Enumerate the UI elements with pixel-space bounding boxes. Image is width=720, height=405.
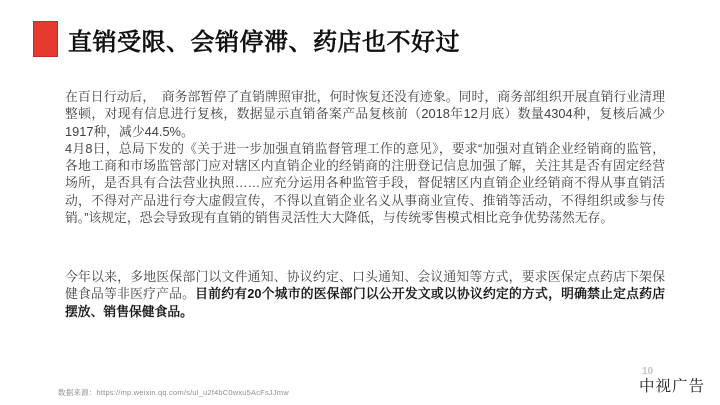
brand-logo-text: 中视广告 [639, 378, 706, 395]
paragraph-pharmacy-restriction [65, 268, 665, 320]
page-title: 直销受限、会销停滞、药店也不好过 [68, 28, 460, 56]
brand-logo-mark: 10 [642, 366, 654, 377]
slide-header [33, 21, 460, 57]
body-text-block-2 [65, 268, 665, 320]
paragraph-direct-sales-review: 在百日行动后， 商务部暂停了直销牌照审批，何时恢复还没有迹象。同时，商务部组织开展直销行业清理整顿，对现有信息进行复核，数据显示直销备案产品复核前（2018年12月底）数量4304种，复核后减少1917种，减少44.5%。 [65, 89, 665, 139]
paragraph-pharmacy-restriction-normal: 今年以来，多地医保部门以文件通知、协议约定、口头通知、会议通知等方式，要求医保定点药店下架保健食品等非医疗产品。 [65, 269, 665, 302]
data-source-url: https://mp.weixin.qq.com/s/ul_u2f4bC0wxu5AcFsJJmw [96, 388, 289, 397]
data-source-line [58, 387, 289, 398]
paragraph-pharmacy-restriction-bold: 目前约有20个城市的医保部门以公开发文或以协议约定的方式，明确禁止定点药店摆放、销售保健食品。 [65, 286, 666, 319]
data-source-label: 数据来源： [58, 388, 97, 397]
paragraph-regulation-opinion: 4月8日，总局下发的《关于进一步加强直销监督管理工作的意见》，要求“加强对直销企业经销商的监管，各地工商和市场监管部门应对辖区内直销企业的经销商的注册登记信息加强了解，关注其是否有固定经营场所，是否具有合法营业执照……应充分运用各种监管手段，督促辖区内直销企业经销商不得从事直销活动，不得对产品进行夸大虚假宣传，不得以直销企业名义从事商业宣传、推销等活动，不得组织或参与传销。”该规定，恐会导致现有直销的销售灵活性大大降低，与传统零售模式相比竞争优势荡然无存。 [65, 140, 665, 226]
brand-logo [632, 366, 712, 398]
title-accent-bar [33, 21, 58, 57]
body-text-block-1 [65, 88, 665, 226]
